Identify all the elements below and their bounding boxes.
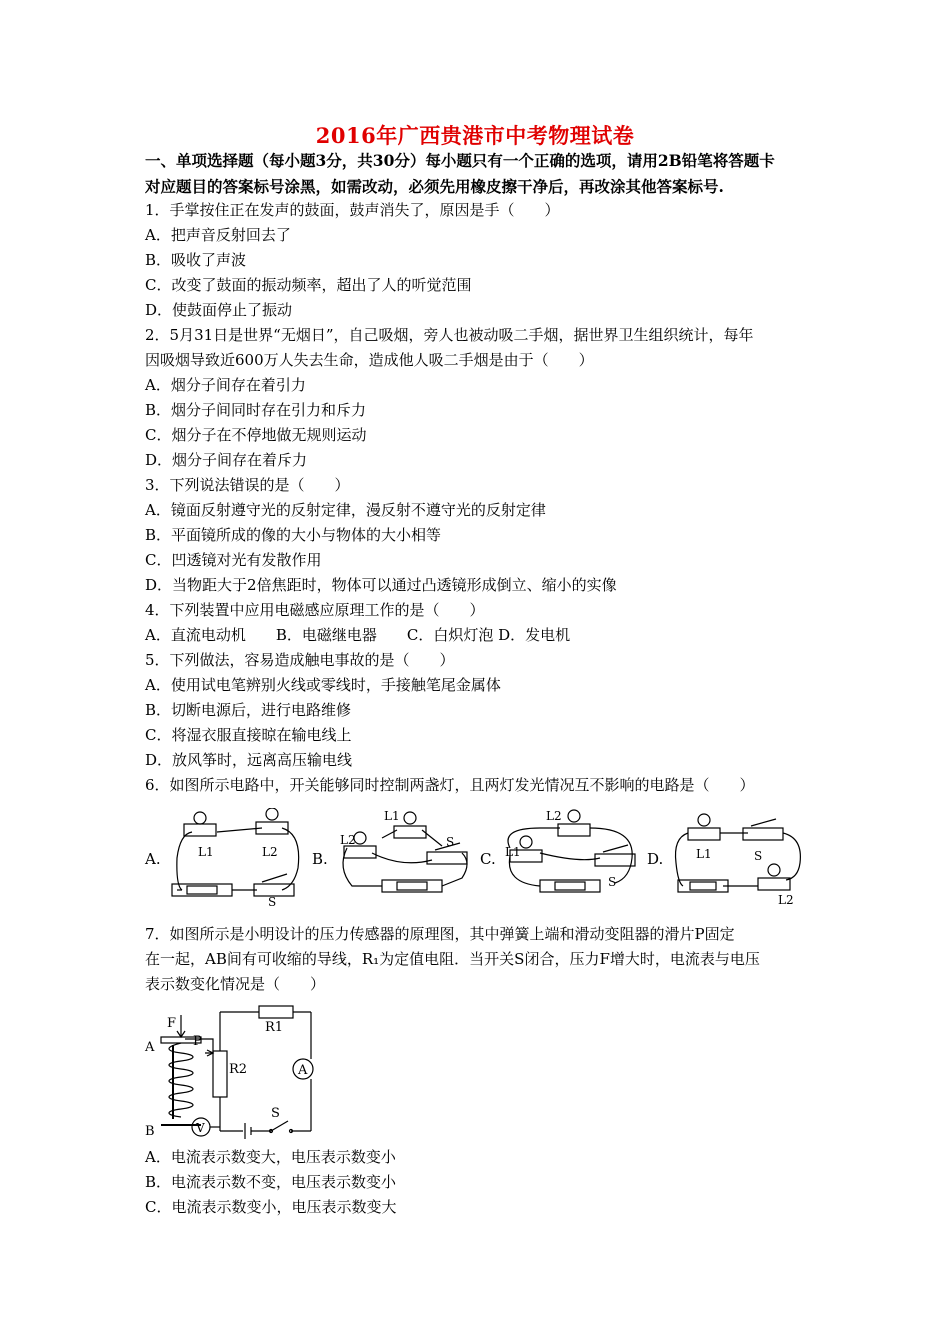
q6-option-d-label: D. — [647, 850, 664, 868]
section-heading-line-2: 对应题目的答案标号涂黑，如需改动，必须先用橡皮擦干净后，再改涂其他答案标号. — [145, 177, 724, 196]
q5-option-b: B．切断电源后，进行电路维修 — [145, 701, 352, 719]
circuit-d-label-l1: L1 — [696, 847, 712, 861]
question-7-line-2: 在一起，AB间有可收缩的导线，R₁为定值电阻．当开关S闭合，压力F增大时，电流表与电压 — [145, 950, 760, 968]
q7-label-switch: S — [271, 1106, 280, 1121]
circuit-b-label-s: S — [446, 835, 455, 849]
q7-label-a-point: A — [145, 1040, 155, 1055]
circuit-c-label-s: S — [608, 875, 617, 889]
circuit-b-label-l1: L1 — [384, 809, 400, 823]
q7-option-c: C．电流表示数变小，电压表示数变大 — [145, 1198, 397, 1216]
q7-label-r1: R1 — [265, 1020, 284, 1035]
q3-option-d: D．当物距大于2倍焦距时，物体可以通过凸透镜形成倒立、缩小的实像 — [145, 576, 617, 594]
circuit-diagram-a — [162, 808, 307, 908]
question-3: 3．下列说法错误的是（ ） — [145, 476, 350, 494]
circuit-diagram-b — [332, 808, 474, 908]
q4-options: A．直流电动机 B．电磁继电器 C．白炽灯泡 D．发电机 — [145, 626, 571, 644]
q2-option-a: A．烟分子间存在着引力 — [145, 376, 306, 394]
question-7-line-3: 表示数变化情况是（ ） — [145, 975, 326, 993]
q6-option-c-label: C. — [480, 850, 496, 868]
q1-option-d: D．使鼓面停止了振动 — [145, 301, 293, 319]
question-6: 6．如图所示电路中，开关能够同时控制两盏灯，且两灯发光情况互不影响的电路是（ ） — [145, 776, 755, 794]
q7-label-b-point: B — [145, 1124, 155, 1139]
question-2-line-2: 因吸烟导致近600万人失去生命，造成他人吸二手烟是由于（ ） — [145, 351, 594, 369]
circuit-b-label-l2: L2 — [340, 833, 356, 847]
question-4: 4．下列装置中应用电磁感应原理工作的是（ ） — [145, 601, 485, 619]
q7-label-f: F — [167, 1016, 177, 1031]
q3-option-c: C．凹透镜对光有发散作用 — [145, 551, 322, 569]
circuit-d-label-l2: L2 — [778, 893, 794, 907]
circuit-c-label-l1: L1 — [505, 845, 521, 859]
section-heading-line-1: 一、单项选择题（每小题3分，共30分）每小题只有一个正确的选项，请用2B铅笔将答题卡 — [145, 151, 775, 170]
q1-option-c: C．改变了鼓面的振动频率，超出了人的听觉范围 — [145, 276, 472, 294]
q7-label-ammeter: A — [298, 1063, 308, 1078]
circuit-a-label-l2: L2 — [262, 845, 278, 859]
circuit-a-label-l1: L1 — [198, 845, 214, 859]
question-5: 5．下列做法，容易造成触电事故的是（ ） — [145, 651, 455, 669]
circuit-diagram-d — [668, 808, 813, 908]
q7-label-r2: R2 — [229, 1062, 248, 1077]
q2-option-d: D．烟分子间存在着斥力 — [145, 451, 308, 469]
circuit-diagram-c — [500, 808, 642, 908]
q1-option-a: A．把声音反射回去了 — [145, 226, 291, 244]
q7-label-p: P — [193, 1034, 202, 1049]
q7-label-voltmeter: V — [196, 1121, 205, 1135]
q5-option-c: C．将湿衣服直接晾在输电线上 — [145, 726, 352, 744]
q6-option-a-label: A. — [145, 850, 161, 868]
q5-option-a: A．使用试电笔辨别火线或零线时，手接触笔尾金属体 — [145, 676, 501, 694]
q5-option-d: D．放风筝时，远离高压输电线 — [145, 751, 353, 769]
pressure-sensor-circuit-diagram — [143, 1003, 323, 1143]
q7-option-b: B．电流表示数不变，电压表示数变小 — [145, 1173, 397, 1191]
q6-option-b-label: B. — [312, 850, 328, 868]
circuit-a-label-s: S — [268, 895, 277, 908]
circuit-c-label-l2: L2 — [546, 809, 562, 823]
q3-option-b: B．平面镜所成的像的大小与物体的大小相等 — [145, 526, 442, 544]
question-7-line-1: 7．如图所示是小明设计的压力传感器的原理图，其中弹簧上端和滑动变阻器的滑片P固定 — [145, 925, 735, 943]
circuit-d-label-s: S — [754, 849, 763, 863]
page-title: 2016年广西贵港市中考物理试卷 — [315, 123, 635, 148]
q3-option-a: A．镜面反射遵守光的反射定律，漫反射不遵守光的反射定律 — [145, 501, 546, 519]
q1-option-b: B．吸收了声波 — [145, 251, 247, 269]
q7-option-a: A．电流表示数变大，电压表示数变小 — [145, 1148, 396, 1166]
question-2-line-1: 2．5月31日是世界“无烟日”，自己吸烟，旁人也被动吸二手烟，据世界卫生组织统计，每年 — [145, 326, 754, 344]
q2-option-b: B．烟分子间同时存在引力和斥力 — [145, 401, 367, 419]
q2-option-c: C．烟分子在不停地做无规则运动 — [145, 426, 367, 444]
question-1: 1．手掌按住正在发声的鼓面，鼓声消失了，原因是手（ ） — [145, 201, 560, 219]
